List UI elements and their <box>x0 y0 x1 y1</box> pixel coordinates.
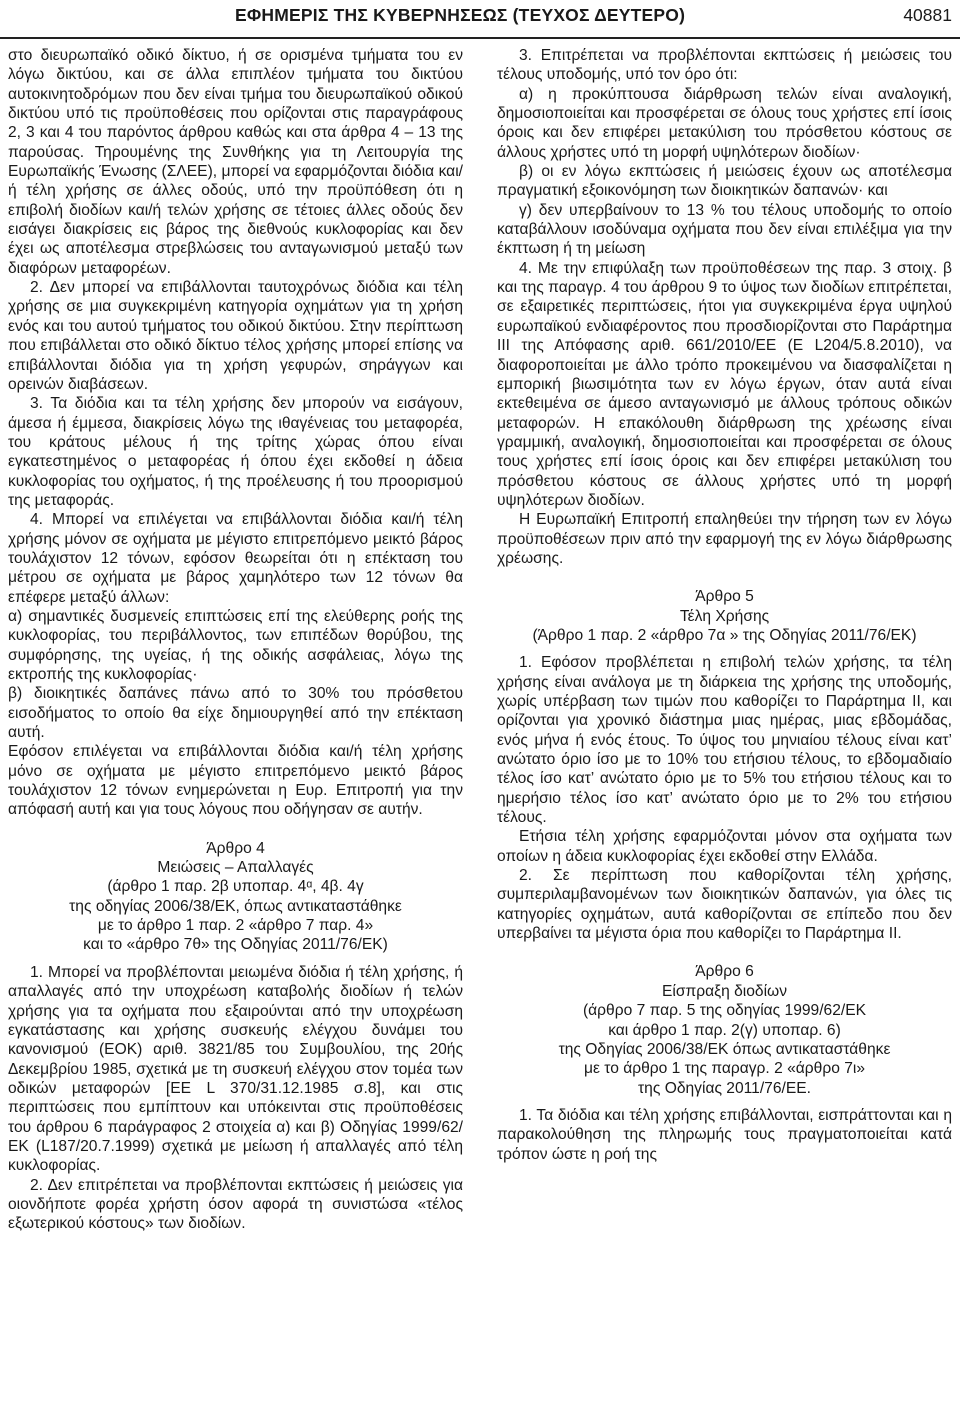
paragraph: 3. Επιτρέπεται να προβλέπονται εκπτώσεις ή μειώσεις του τέλους υποδομής, υπό τον όρο ότι: <box>497 47 952 84</box>
spacer <box>497 1098 952 1106</box>
paragraph: Εφόσον επιλέγεται να επιβάλλονται διόδια και/ή τέλη χρήσης μόνο σε οχήματα με μέγιστο επιτρεπόμενο μεικτό βάρος τουλάχιστον 12 τόνων ενημερώνεται η Ευρ. Επιτροπή για την απόφασή αυτή και για τους λόγους που οδήγησαν σε αυτήν. <box>8 743 463 819</box>
paragraph: 2. Δεν μπορεί να επιβάλλονται ταυτοχρόνως διόδια και τέλη χρήσης σε μια συγκεκριμένη κατηγορία οχημάτων για τη χρήση ενός και του αυτού τμήματος του οδικού δικτύου. Στην περίπτωση που επιβάλλεται στο οδικό δίκτυο τέλος χρήσης μπορεί επίσης να επιβάλλονται διόδια για τη χρήση γεφυρών, σηράγγων και ορεινών διαβάσεων. <box>8 279 463 393</box>
page-header <box>0 0 960 44</box>
paragraph: Ετήσια τέλη χρήσης εφαρμόζονται μόνον στα οχήματα των οποίων η άδεια κυκλοφορίας έχει εκδοθεί στην Ελλάδα. <box>497 828 952 865</box>
article-6-reference: (άρθρο 7 παρ. 5 της οδηγίας 1999/62/ΕΚ <box>582 1002 867 1020</box>
article-4-reference: με το άρθρο 1 παρ. 2 «άρθρο 7 παρ. 4» <box>97 917 374 935</box>
paragraph: 3. Τα διόδια και τα τέλη χρήσης δεν μπορούν να εισάγουν, άμεσα ή έμμεσα, διακρίσεις λόγω της ιθαγένειας του μεταφορέα, του κράτους μέλους ή της τρίτης χώρας όπου είναι εγκατεστημένος ο μεταφορέας ή όπου έχει εκδοθεί η άδεια κυκλοφορίας του οχήματος, ή της προέλευσης ή του προορισμού της μεταφοράς. <box>8 395 463 509</box>
article-4-reference: και το «άρθρο 7θ» της Οδηγίας 2011/76/ΕΚ) <box>83 936 388 954</box>
article-4-reference: της οδηγίας 2006/38/ΕΚ, όπως αντικαταστάθηκε <box>69 897 402 915</box>
article-6-title: Άρθρο 6 <box>695 963 754 981</box>
paragraph: 1. Μπορεί να προβλέπονται μειωμένα διόδια ή τέλη χρήσης, ή απαλλαγές από την υποχρέωση καταβολής διοδίων ή τελών χρήσης για τα οχήματα που εξαιρούνται από την υποχρέωση εγκατάστασης και χρήσης συσκευής ελέγχου δυνάμει του κανονισμού (ΕΟΚ) αριθ. 3821/85 του Συμβουλίου, της 20ής Δεκεμβρίου 1985, σχετικά με τη συσκευή ελέγχου στον τομέα των οδικών μεταφορών [ΕΕ L 370/31.12.1985 σ.8], και στις περιπτώσεις που εμπίπτουν και υπόκεινται στις προϋποθέσεις του άρθρου 6 παράγραφος 2 στοιχεία α) και β) Οδηγίας 1999/62/ΕΚ (L187/20.7.1999) σχετικά με μείωση ή απαλλαγές από τέλη κυκλοφορίας. <box>8 963 463 1175</box>
article-5-reference: (Άρθρο 1 παρ. 2 «άρθρο 7α » της Οδηγίας 2011/76/ΕΚ) <box>532 626 917 644</box>
article-4-subtitle: Μειώσεις – Απαλλαγές <box>157 859 314 877</box>
spacer <box>497 943 952 962</box>
paragraph: α) η προκύπτουσα διάρθρωση τελών είναι αναλογική, δημοσιοποιείται και προσφέρεται σε όλους τους χρήστες επί ίσοις όροις και δεν επιφέρει μετακύλιση του πρόσθετου κόστους σε άλλους χρήστες υπό τη μορφή υψηλότερων διοδίων· <box>497 85 952 161</box>
article-4-title: Άρθρο 4 <box>206 839 265 857</box>
paragraph: α) σημαντικές δυσμενείς επιπτώσεις επί της ελεύθερης ροής της κυκλοφορίας, του περιβάλλοντος, των επιπέδων θορύβου, της συμφόρησης, της υγείας, ή της οδικής ασφάλειας, λόγω της εκτροπής της κυκλοφορίας· <box>8 607 463 683</box>
right-column <box>497 46 952 1164</box>
spacer <box>8 955 463 963</box>
gazette-title: ΕΦΗΜΕΡΙΣ ΤΗΣ ΚΥΒΕΡΝΗΣΕΩΣ (ΤΕΥΧΟΣ ΔΕΥΤΕΡΟ) <box>235 5 686 25</box>
paragraph: 2. Δεν επιτρέπεται να προβλέπονται εκπτώσεις ή μειώσεις για οιονδήποτε φορέα χρήστη όσον αφορά τη συνιστώσα «τέλος εξωτερικού κόστους» των διοδίων. <box>8 1176 463 1233</box>
article-5-title: Άρθρο 5 <box>695 588 754 606</box>
page-number: 40881 <box>903 5 952 25</box>
article-6-reference: της Οδηγίας 2011/76/ΕΕ. <box>638 1079 811 1097</box>
article-6-reference: με το άρθρο 1 της παραγρ. 2 «άρθρο 7ι» <box>583 1060 866 1078</box>
paragraph: 4. Μπορεί να επιλέγεται να επιβάλλονται διόδια και/ή τέλη χρήσης μόνον σε οχήματα με μέγιστο επιτρεπόμενο μεικτό βάρος τουλάχιστον 12 τόνων, εφόσον θεωρείται ότι η επέκταση του μέτρου σε οχήματα με βάρος χαμηλότερο των 12 τόνων θα επέφερε μεταξύ άλλων: <box>8 511 463 606</box>
article-4-reference: (άρθρο 1 παρ. 2β υποπαρ. 4ᵅ, 4β. 4γ <box>107 878 364 896</box>
header-divider <box>0 37 960 39</box>
paragraph: β) οι εν λόγω εκπτώσεις ή μειώσεις έχουν ως αποτέλεσμα πραγματική εξοικονόμηση των διοικητικών δαπανών· και <box>497 163 952 200</box>
paragraph: 1. Τα διόδια και τέλη χρήσης επιβάλλονται, εισπράττονται και η παρακολούθηση της πληρωμής τους πραγματοποιείται κατά τρόπον ώστε η ροή της <box>497 1106 952 1163</box>
article-6-reference: της Οδηγίας 2006/38/ΕΚ όπως αντικαταστάθηκε <box>558 1040 891 1058</box>
article-6-reference: και άρθρο 1 παρ. 2(γ) υποπαρ. 6) <box>608 1021 841 1039</box>
left-column <box>8 46 463 1234</box>
paragraph: γ) δεν υπερβαίνουν το 13 % του τέλους υποδομής το οποίο καταβάλλουν ισοδύναμα οχήματα που δεν είναι επιλέξιμα για την έκπτωση ή τη μείωση <box>497 201 952 258</box>
paragraph: β) διοικητικές δαπάνες πάνω από το 30% του πρόσθετου εισοδήματος το οποίο θα είχε δημιουργηθεί από την επέκταση αυτή. <box>8 685 463 742</box>
paragraph: στο διευρωπαϊκό οδικό δίκτυο, ή σε ορισμένα τμήματα του εν λόγω δικτύου, και σε άλλα επιπλέον τμήματα του δικτύου αυτοκινητοδρόμων που δεν είναι τμήμα του διευρωπαϊκού οδικού δικτύου υπό τις προϋποθέσεις που ορίζονται στις παραγράφους 2, 3 και 4 του παρόντος άρθρου καθώς και στα άρθρα 4 – 13 της παρούσας. Τηρουμένης της Συνθήκης για τη Λειτουργία της Ευρωπαϊκής Ένωσης (ΣΛΕΕ), μπορεί να εφαρμόζονται διόδια και/ή τέλη χρήσης σε άλλες οδούς, υπό την προϋπόθεση ότι η επιβολή διοδίων και/ή τελών χρήσης σε τέτοιες άλλες οδούς δεν εισάγει διακρίσεις εις βάρος της διεθνούς κυκλοφορίας και δεν έχει ως αποτέλεσμα στρεβλώσεις του ανταγωνισμού μεταξύ των διαφόρων μεταφορέων. <box>8 47 463 277</box>
paragraph: 1. Εφόσον προβλέπεται η επιβολή τελών χρήσης, τα τέλη χρήσης είναι ανάλογα με τη διάρκεια της χρήσης της υποδομής, χωρίς υπέρβαση των τιμών που καθορίζει το Παράρτημα ΙΙ, και ορίζονται για χρονικό διάστημα μιας ημέρας, μιας εβδομάδας, ενός μήνα ή ενός έτους. Το ύψος του μηνιαίου τέλους είναι κατ’ ανώτατο όριο ίσο με το 10% του ετήσιου τέλους, το εβδομαδιαίο τέλος ίσο κατ’ ανώτατο όριο με το 5% του ετήσιου τέλους και το ημερήσιο τέλος ίσο κατ’ ανώτατο όριο με το 2% του ετήσιου τέλους. <box>497 654 952 827</box>
article-6-subtitle: Είσπραξη διοδίων <box>661 982 788 1000</box>
paragraph: Η Ευρωπαϊκή Επιτροπή επαληθεύει την τήρηση των εν λόγω προϋποθέσεων πριν από την εφαρμογή της εν λόγω διάρθρωσης χρέωσης. <box>497 511 952 567</box>
spacer <box>8 820 463 839</box>
spacer <box>497 568 952 587</box>
paragraph: 2. Σε περίπτωση που καθορίζονται τέλη χρήσης, συμπεριλαμβανομένων των διοικητικών δαπανών, για όλες τις κατηγορίες οχημάτων, αυτά καθορίζονται σε επίπεδο που δεν υπερβαίνει τα μέγιστα όρια που καθορίζει το Παράρτημα ΙΙ. <box>497 867 952 943</box>
article-5-subtitle: Τέλη Χρήσης <box>679 607 770 625</box>
spacer <box>497 645 952 653</box>
paragraph: 4. Με την επιφύλαξη των προϋποθέσεων της παρ. 3 στοιχ. β και της παραγρ. 4 του άρθρου 9 το ύψος των διοδίων επιτρέπεται, σε εξαιρετικές περιπτώσεις, ήτοι για συγκεκριμένα έργα υψηλού ευρωπαϊκού ενδιαφέροντος που προσδιορίζονται στο Παράρτημα ΙΙΙ της Απόφασης αριθ. 661/2010/ΕΕ (Ε L204/5.8.2010), να διαφοροποιείται με άλλο τρόπο προκειμένου να διασφαλίζεται η εμπορική βιωσιμότητα των εν λόγω έργων, όταν αυτά είναι εκτεθειμένα σε άμεσο ανταγωνισμό με άλλους τρόπους οδικών μεταφορών. Η επακόλουθη διάρθρωση της χρέωσης είναι γραμμική, αναλογική, δημοσιοποιείται και προσφέρεται σε όλους τους χρήστες επί ίσοις όροις και δεν επιφέρει μετακύλιση του πρόσθετου κόστους σε άλλους χρήστες υπό τη μορφή υψηλότερων διοδίων. <box>497 259 952 509</box>
